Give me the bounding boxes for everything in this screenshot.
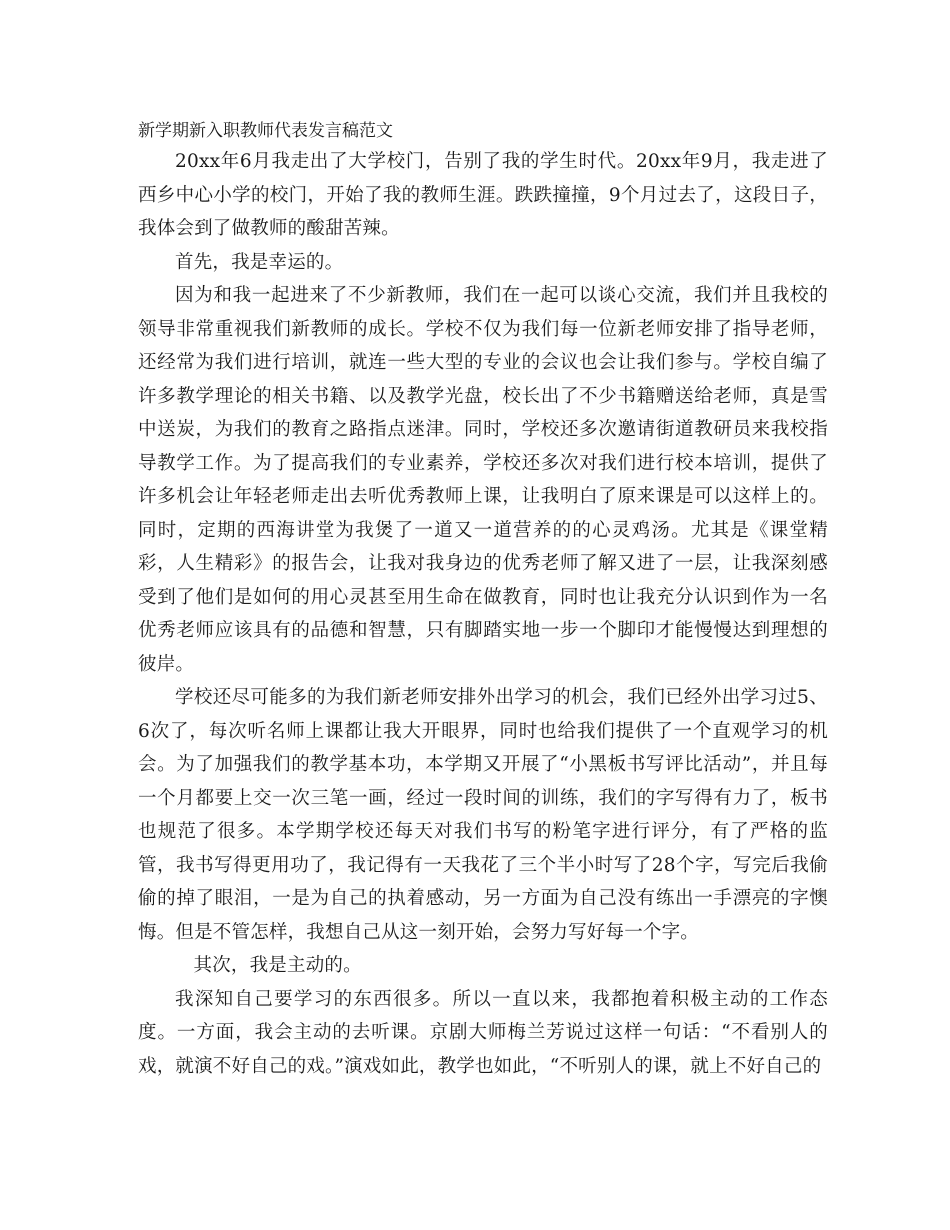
paragraph-school-support: 因为和我一起进来了不少新教师，我们在一起可以谈心交流，我们并且我校的领导非常重视我们新教师的成长。学校不仅为我们每一位新老师安排了指导老师，还经常为我们进行培训，就连一些大型的专业的会议也会让我们参与。学校自编了许多教学理论的相关书籍、以及教学光盘，校长出了不少书籍赠送给老师，真是雪中送炭，为我们的教育之路指点迷津。同时，学校还多次邀请街道教研员来我校指导教学工作。为了提高我们的专业素养，学校还多次对我们进行校本培训，提供了许多机会让年轻老师走出去听优秀教师上课，让我明白了原来课是可以这样上的。同时，定期的西海讲堂为我煲了一道又一道营养的的心灵鸡汤。尤其是《课堂精彩，人生精彩》的报告会，让我对我身边的优秀老师了解又进了一层，让我深刻感受到了他们是如何的用心灵甚至用生命在做教育，同时也让我充分认识到作为一名优秀老师应该具有的品德和智慧，只有脚踏实地一步一个脚印才能慢慢达到理想的彼岸。 [138,285,828,675]
document-page [138,118,828,1083]
paragraph-first-point: 首先，我是幸运的。 [175,251,344,273]
document-title: 新学期新入职教师代表发言稿范文 [138,121,393,141]
paragraph-active-learning: 我深知自己要学习的东西很多。所以一直以来，我都抱着积极主动的工作态度。一方面，我会主动的去听课。京剧大师梅兰芳说过这样一句话：“不看别人的戏，就演不好自己的戏。”演戏如此，教学也如此，“不听别人的课，就上不好自己的 [138,988,828,1077]
paragraph-outside-learning: 学校还尽可能多的为我们新老师安排外出学习的机会，我们已经外出学习过5、6次了，每次听名师上课都让我大开眼界，同时也给我们提供了一个直观学习的机会。为了加强我们的教学基本功，本学期又开展了“小黑板书写评比活动”，并且每一个月都要上交一次三笔一画，经过一段时间的训练，我们的字写得有力了，板书也规范了很多。本学期学校还每天对我们书写的粉笔字进行评分，有了严格的监管，我书写得更用功了，我记得有一天我花了三个半小时写了28个字，写完后我偷偷的掉了眼泪，一是为自己的执着感动，另一方面为自己没有练出一手漂亮的字懊悔。但是不管怎样，我想自己从这一刻开始，会努力写好每一个字。 [138,687,828,943]
paragraph-second-point: 其次，我是主动的。 [193,955,362,976]
paragraph-intro: 20xx年6月我走出了大学校门，告别了我的学生时代。20xx年9月，我走进了西乡中心小学的校门，开始了我的教师生涯。跌跌撞撞，9个月过去了，这段日子，我体会到了做教师的酸甜苦辣。 [138,151,828,239]
